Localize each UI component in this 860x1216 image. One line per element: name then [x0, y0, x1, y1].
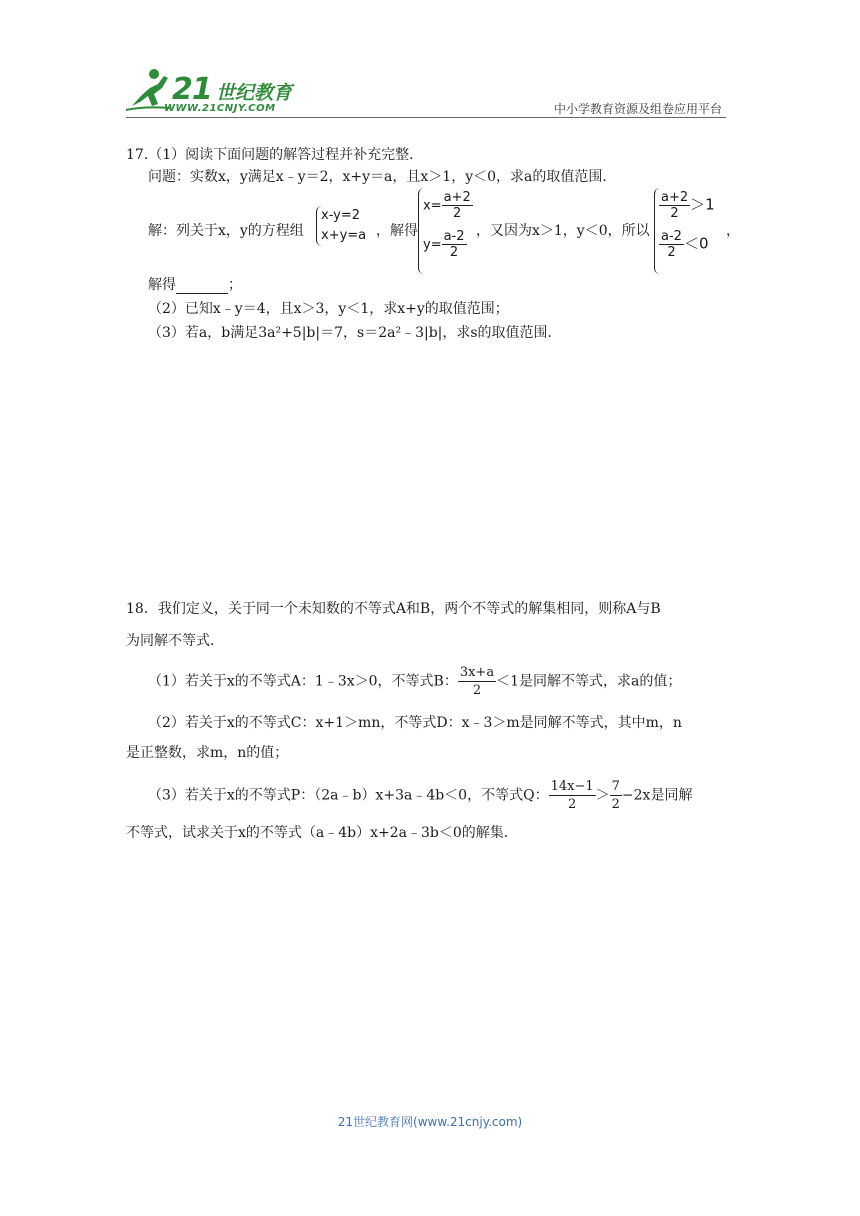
sol-text-c: ，又因为x＞1，y＜0，所以 [476, 223, 650, 239]
logo-number: 21 [172, 72, 212, 107]
q18-part3: （3）若关于x的不等式P：（2a﹣b）x+3a﹣4b＜0，不等式Q： $\frac{14x-1}{2}$ ＞ $\frac{7}{2}$ −2x是同解 [148, 779, 693, 812]
header-divider [126, 117, 726, 118]
q17-problem: 问题：实数x，y满足x﹣y＝2，x+y＝a，且x＞1，y＜0，求a的取值范围． [148, 169, 617, 185]
q18-line1: 18．我们定义，关于同一个未知数的不等式A和B，两个不等式的解集相同，则称A与B [126, 601, 661, 617]
sys1-row1: x-y=2 [321, 208, 361, 223]
equation-system-1 [316, 206, 366, 246]
ineq-2: $\frac{a-2}{2}$ ＜0 [661, 229, 709, 260]
fraction-b: $\frac{3x+a}{2}$ [459, 665, 495, 698]
footer-link[interactable]: 21世纪教育网(www.21cnjy.com) [337, 1115, 523, 1129]
solution-system [418, 188, 473, 274]
ineq-1: $\frac{a+2}{2}$ ＞1 [661, 190, 715, 221]
platform-name: 中小学教育资源及组卷应用平台 [553, 102, 722, 116]
answer-blank[interactable] [176, 279, 228, 294]
sol-text-b: ，解得 [376, 223, 418, 239]
sol-text-a: 解：列关于x，y的方程组 [148, 223, 304, 239]
q18-line2: 为同解不等式． [126, 633, 224, 649]
fraction-q: $\frac{14x-1}{2}$ [550, 779, 594, 812]
q18-part1: （1）若关于x的不等式A：1﹣3x＞0，不等式B： $\frac{3x+a}{2}$ ＜1是同解不等式，求a的值； [148, 665, 682, 698]
q17-part1 [126, 144, 423, 164]
x-solution: x= $\frac{a+2}{2}$ [423, 190, 471, 221]
inequality-system [654, 188, 715, 274]
sol-comma: ， [726, 223, 740, 239]
q18-part3-cont: 不等式，试求关于x的不等式（a﹣4b）x+2a﹣3b＜0的解集． [126, 825, 518, 841]
y-solution: y= $\frac{a-2}{2}$ [423, 229, 465, 260]
logo [124, 66, 294, 118]
q17-number: 17. [126, 147, 149, 163]
logo-url: WWW.21CNJY.COM [164, 103, 276, 114]
q18-part2-cont: 是正整数，求m，n的值； [126, 745, 289, 761]
logo-text: 世纪教育 [216, 82, 293, 104]
q17-part1-text: （1）阅读下面问题的解答过程并补充完整． [148, 147, 424, 163]
q17-answer-blank-row: 解得 ； [148, 277, 242, 293]
q17-part2: （2）已知x﹣y＝4，且x＞3，y＜1，求x+y的取值范围； [148, 301, 509, 317]
sys1-row2: x+y=a [321, 228, 367, 243]
q17-part3: （3）若a，b满足3a²+5|b|＝7，s＝2a²﹣3|b|，求s的取值范围． [148, 325, 562, 341]
fraction-seven-halves: $\frac{7}{2}$ [611, 779, 620, 812]
q18-part2: （2）若关于x的不等式C：x+1＞mn，不等式D：x﹣3＞m是同解不等式，其中m，n [148, 715, 682, 731]
